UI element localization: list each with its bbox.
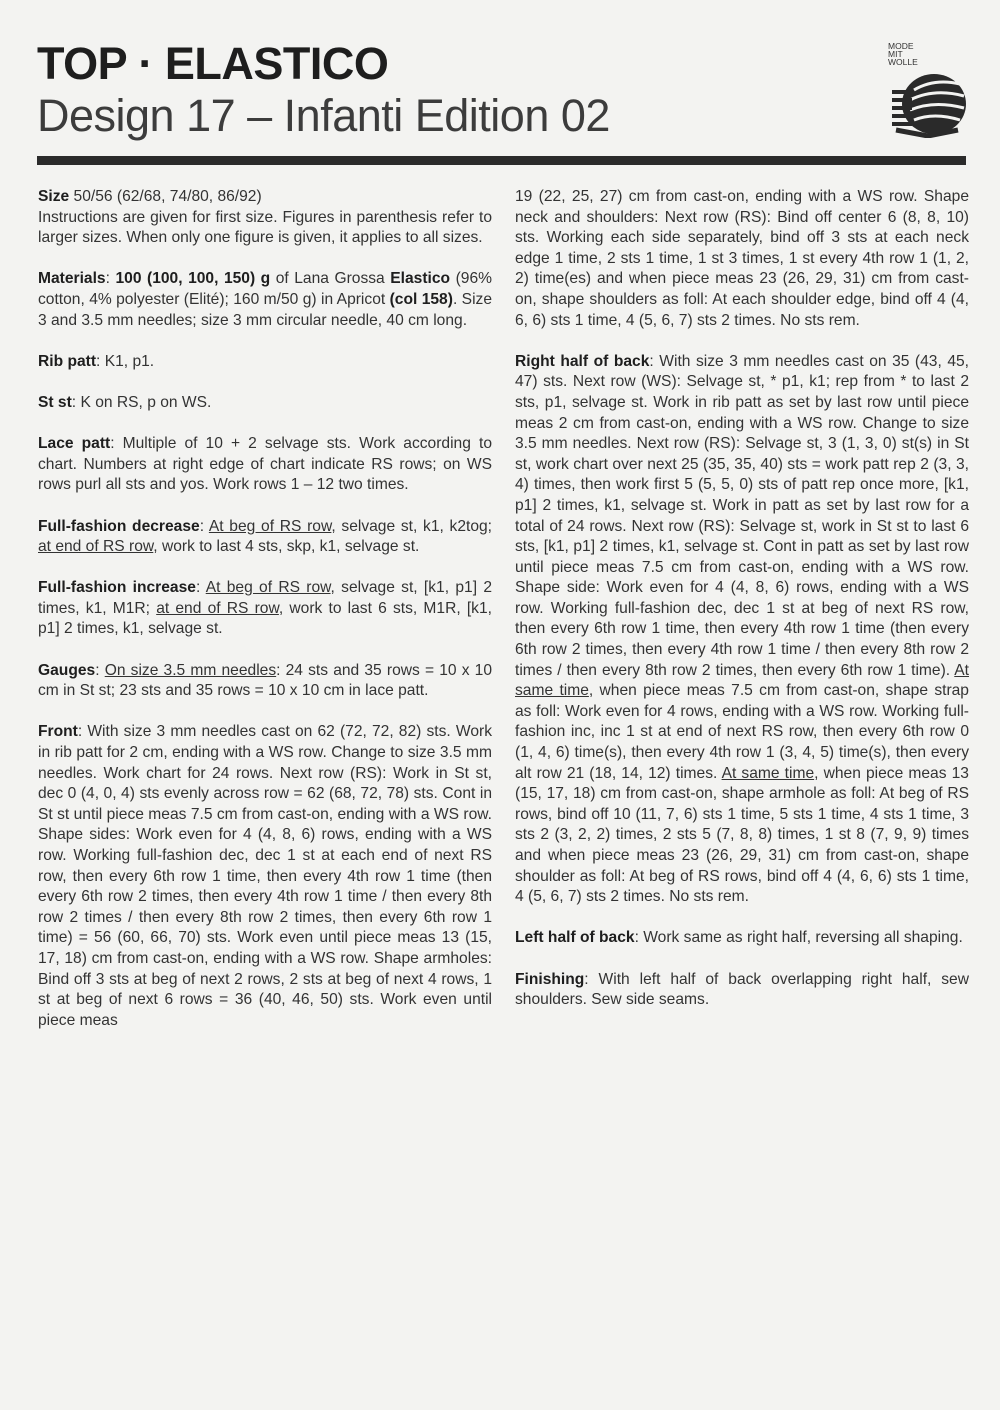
yarn-name: Elastico: [390, 270, 451, 288]
page-title: TOP · ELASTICO: [37, 38, 389, 89]
underlined-text: at end of RS row: [38, 538, 154, 556]
materials-amount: 100 (100, 100, 150) g: [115, 270, 271, 288]
rib-section: [38, 352, 492, 373]
section-text: Instructions are given for first size. Figures in parenthesis refer to larger sizes. When only one figure is given, it applies to all sizes.: [38, 208, 492, 247]
left-column: [38, 187, 492, 1052]
section-text: : With size 3 mm needles cast on 62 (72, 72, 82) sts. Work in rib patt for 2 cm, ending with a WS row. Change to size 3.5 mm needles. Work chart for 24 rows. Next row (RS): Work in St st, dec 0 (4, 0, 4) sts evenly across row = 62 (68, 72, 78) sts. Cont in St st until piece meas 7.5 cm from cast-on, ending with a WS row. Shape sides: Work even for 4 (4, 8, 6) rows, ending with a WS row. Working full-fashion dec, dec 1 st at each end of next RS row, then every 6th row 1 time, then every 4th row 1 time (then every 6th row 2 times, then every 4th row 1 time / then every 8th row 2 times / then every 8th row 2 times, then every 6th row 1 time) = 56 (60, 66, 70) sts. Work even until piece meas 13 (15, 17, 18) cm from cast-on, ending with a WS row. Shape armholes: Bind off 3 sts at beg of next 2 rows, 2 sts at beg of next 4 rows, 1 st at beg of next 6 rows = 36 (40, 46, 50) sts. Work even until piece meas: [38, 723, 492, 1029]
underlined-text: at end of RS row: [156, 599, 279, 617]
finishing-section: [515, 970, 969, 1011]
size-section: [38, 187, 492, 249]
section-text: . Size 3 and 3.5 mm needles; size 3 mm circular needle, 40 cm long.: [38, 290, 492, 329]
section-label: Materials: [38, 270, 106, 288]
section-label: St st: [38, 393, 72, 411]
section-text: , when piece meas 7.5 cm from cast-on, shape strap as foll: Work even for 4 rows, ending with a WS row. Working full-fashion inc, inc 1 st at end of next RS row, then every 6th row 0 (1, 4, 6) time(s), then every 4th row 1 (3, 4, 5) time(s), then every alt row 21 (18, 14, 12) times.: [515, 682, 969, 782]
yarn-color: (col 158): [389, 290, 453, 308]
section-text: : K on RS, p on WS.: [71, 393, 212, 411]
section-label: Full-fashion decrease: [38, 517, 200, 535]
section-text: : 24 sts and 35 rows = 10 x 10 cm in St st; 23 sts and 35 rows = 10 x 10 cm in lace patt.: [38, 661, 492, 700]
header: [37, 38, 610, 142]
stst-section: [38, 393, 492, 414]
underlined-text: On size 3.5 mm needles: [104, 661, 277, 679]
logo-caption-line: MODE: [888, 41, 914, 51]
brand-logo: [888, 42, 968, 138]
section-label: Lace patt: [38, 435, 111, 453]
section-text: 50/56 (62/68, 74/80, 86/92): [69, 188, 262, 205]
logo-caption-line: MIT: [888, 49, 903, 59]
section-text: (96% cotton, 4% polyester (Elité); 160 m/50 g) in Apricot: [38, 270, 492, 308]
page-subtitle: Design 17 – Infanti Edition 02: [37, 90, 610, 141]
ffdec-section: Full-fashion decrease: At beg of RS row, selvage st, k1, k2tog; at end of RS row, work to last 4 sts, skp, k1, selvage st.: [38, 517, 493, 556]
section-text: , selvage st, [k1, p1] 2 times, k1, M1R;: [38, 579, 492, 617]
front-continued: [515, 187, 969, 331]
gauges-section: Gauges: On size 3.5 mm needles: 24 sts and 35 rows = 10 x 10 cm in St st; 23 sts and 35 rows = 10 x 10 cm in lace patt.: [38, 661, 492, 700]
section-text: , selvage st, k1, k2tog;: [331, 517, 493, 535]
section-label: Left half of back: [515, 929, 635, 947]
section-text: of Lana Grossa: [270, 270, 391, 288]
section-text: : K1, p1.: [96, 352, 155, 370]
right-back-section: [515, 352, 969, 908]
materials-section: Materials: 100 (100, 100, 150) g of Lana Grossa Elastico (96% cotton, 4% polyester (Elité); 160 m/50 g) in Apricot (col 158). Size 3 and 3.5 mm needles; size 3 mm circular needle, 40 cm long.: [38, 270, 492, 329]
front-section: [38, 722, 492, 1031]
section-text: , work to last 6 sts, M1R, [k1, p1] 2 times, k1, selvage st.: [38, 599, 492, 638]
left-back-section: [515, 928, 969, 949]
section-label: Right half of back: [515, 352, 650, 370]
section-text: , when piece meas 13 (15, 17, 18) cm from cast-on, shape armhole as foll: At beg of RS rows, bind off 10 (11, 7, 6) sts 1 time, 5 sts 1 time, 4 sts 1 time, 3 sts 2 (3, 2, 2) times, 2 sts 5 (7, 8, 8) times, 1 st 8 (7, 9, 9) times and when piece meas 23 (26, 29, 31) cm from cast-on, shape shoulder as foll: At beg of RS rows, bind off 4 (4, 6, 6) sts 1 time, 4 (5, 6, 7) sts 2 times. No sts rem.: [515, 764, 969, 906]
logo-caption-line: WOLLE: [888, 57, 918, 67]
section-label: Full-fashion increase: [38, 579, 196, 597]
section-label: Gauges: [38, 661, 96, 679]
section-text: , work to last 4 sts, skp, k1, selvage st.: [153, 538, 420, 556]
underlined-text: At same time: [515, 661, 969, 700]
section-text: : With size 3 mm needles cast on 35 (43, 45, 47) sts. Next row (WS): Selvage st, * p1, k1; rep from * to last 2 sts, p1, selvage st. Work in rib patt as set by last row until piece meas 2 cm from cast-on, ending with a WS row. Change to size 3.5 mm needles. Next row (RS): Selvage st, 3 (1, 3, 0) st(s) in St st, work chart over next 25 (35, 35, 40) sts = work patt rep 2 (3, 3, 4) times, then work first 5 (5, 5, 0) sts of patt rep once more, [k1, p1] 2 times, k1, selvage st. Work in patt as set by last row for a total of 24 rows. Next row (RS): Selvage st, work in St st to last 6 sts, [k1, p1] 2 times, k1, selvage st. Cont in patt as set by last row until piece meas 7.5 cm from cast-on, ending with a WS row. Shape side: Work even for 4 (4, 8, 6) rows, ending with a WS row. Working full-fashion dec, dec 1 st at beg of next RS row, then every 6th row 1 time, then every 4th row 1 time (then every 6th row 2 times, then every 4th row 1 time / then every 8th row 2 times / then every 8th row 2 times, then every 6th row 1 time).: [515, 352, 970, 679]
section-label: Size: [38, 188, 70, 205]
right-column: [515, 187, 969, 1031]
underlined-text: At same time: [721, 764, 815, 782]
section-label: Finishing: [515, 970, 585, 988]
lace-section: [38, 434, 492, 496]
section-text: : With left half of back overlapping right half, sew shoulders. Sew side seams.: [515, 970, 969, 1009]
section-text: : Multiple of 10 + 2 selvage sts. Work according to chart. Numbers at right edge of chart indicate RS rows; on WS rows purl all sts and yos. Work rows 1 – 12 two times.: [38, 435, 492, 494]
header-divider: [37, 156, 966, 165]
yarn-ball-icon: [888, 42, 968, 138]
underlined-text: At beg of RS row: [208, 517, 332, 535]
section-text: 19 (22, 25, 27) cm from cast-on, ending with a WS row. Shape neck and shoulders: Next row (RS): Bind off center 6 (8, 8, 10) sts. Working each side separately, bind off 3 sts at each neck edge 1 time, 2 sts 1 time, 1 st 3 times, 1 st every 4th row 1 (1, 2, 2) time(es) and when piece meas 23 (26, 29, 31) cm from cast-on, shape shoulders as foll: At each shoulder edge, bind off 4 (4, 6, 6) sts 1 time, 4 (5, 6, 7) sts 2 times. No sts rem.: [515, 188, 969, 329]
section-text: : Work same as right half, reversing all shaping.: [634, 929, 963, 947]
section-label: Rib patt: [38, 352, 97, 370]
underlined-text: At beg of RS row: [205, 579, 331, 597]
ffinc-section: Full-fashion increase: At beg of RS row, selvage st, [k1, p1] 2 times, k1, M1R; at end of RS row, work to last 6 sts, M1R, [k1, p1] 2 times, k1, selvage st.: [38, 579, 492, 638]
section-label: Front: [38, 723, 78, 741]
